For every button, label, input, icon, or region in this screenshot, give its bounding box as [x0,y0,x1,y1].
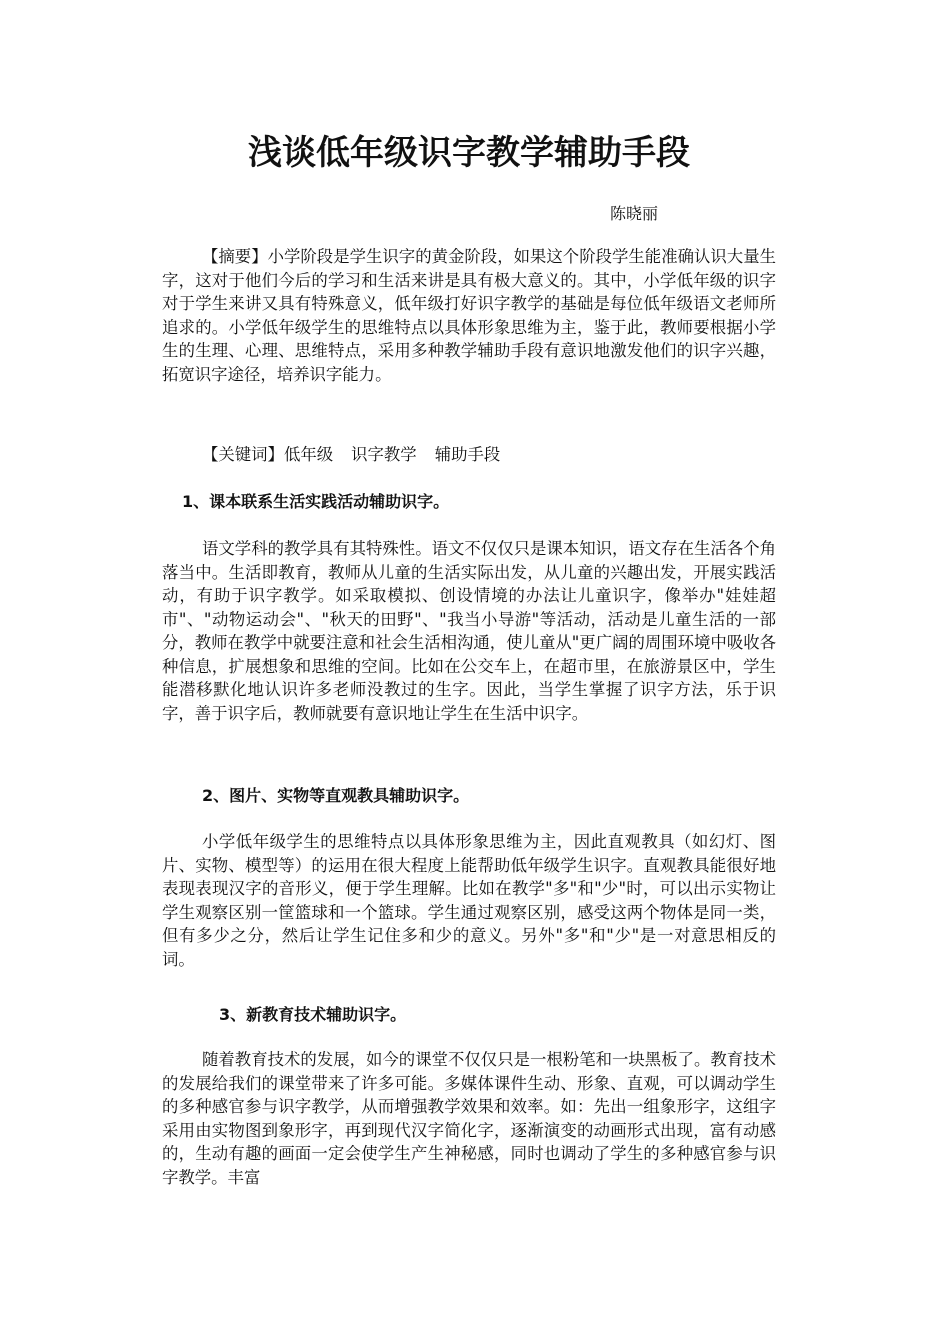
keyword-item: 识字教学 [351,445,417,464]
section-body: 随着教育技术的发展，如今的课堂不仅仅只是一根粉笔和一块黑板了。教育技术的发展给我们的课堂带来了许多可能。多媒体课件生动、形象、直观，可以调动学生的多种感官参与识字教学，从而增强教学效果和效率。如：先出一组象形字，这组字采用由实物图到象形字，再到现代汉字简化字，逐渐演变的动画形式出现，富有动感的，生动有趣的画面一定会使学生产生神秘感，同时也调动了学生的多种感官参与识字教学。丰富 [162,1050,776,1187]
section-heading: 2、图片、实物等直观教具辅助识字。 [202,786,470,805]
article-title: 浅谈低年级识字教学辅助手段 [248,133,690,173]
section-heading: 3、新教育技术辅助识字。 [219,1005,407,1024]
keyword-item: 低年级 [283,445,334,464]
keywords-label: 【关键词】 [202,445,284,464]
keywords-line [202,443,518,467]
section-body: 语文学科的教学具有其特殊性。语文不仅仅只是课本知识，语文存在生活各个角落当中。生活即教育，教师从儿童的生活实际出发，从儿童的兴趣出发，开展实践活动，有助于识字教学。如采取模拟、创设情境的办法让儿童识字，像举办"娃娃超市"、"动物运动会"、"秋天的田野"、"我当小导游"等活动，活动是儿童生活的一部分，教师在教学中就要注意和社会生活相沟通，使儿童从"更广阔的周围环境中吸收各种信息，扩展想象和思维的空间。比如在公交车上，在超市里，在旅游景区中，学生能潜移默化地认识许多老师没教过的生字。因此，当学生掌握了识字方法，乐于识字，善于识字后，教师就要有意识地让学生在生活中识字。 [162,539,776,723]
author-name: 陈晓丽 [610,204,659,223]
section-heading: 1、课本联系生活实践活动辅助识字。 [182,492,450,511]
keyword-item: 辅助手段 [434,445,501,464]
section-body: 小学低年级学生的思维特点以具体形象思维为主，因此直观教具（如幻灯、图片、实物、模型等）的运用在很大程度上能帮助低年级学生识字。直观教具能很好地表现表现汉字的音形义，便于学生理解。比如在教学"多"和"少"时，可以出示实物让学生观察区别一筐篮球和一个篮球。学生通过观察区别，感受这两个物体是同一类，但有多少之分，然后让学生记住多和少的意义。另外"多"和"少"是一对意思相反的词。 [162,832,776,969]
abstract-paragraph: 【摘要】小学阶段是学生识字的黄金阶段，如果这个阶段学生能准确认识大量生字，这对于他们今后的学习和生活来讲是具有极大意义的。其中，小学低年级的识字对于学生来讲又具有特殊意义，低年级打好识字教学的基础是每位低年级语文老师所追求的。小学低年级学生的思维特点以具体形象思维为主，鉴于此，教师要根据小学生的生理、心理、思维特点，采用多种教学辅助手段有意识地激发他们的识字兴趣，拓宽识字途径，培养识字能力。 [162,247,776,384]
